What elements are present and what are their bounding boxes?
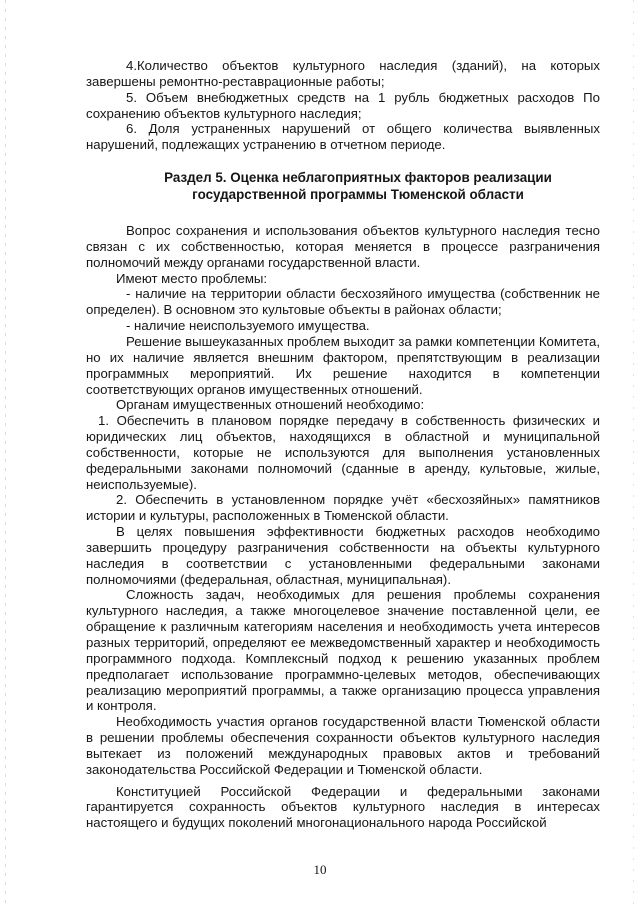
list-item-necessity-1: 1. Обеспечить в плановом порядке передачу в собственность физических и юридических лиц объектов, находящихся в областной и муниципальной собственности, которые не используются для выполнения установленных федеральными законами полномочий (сданные в аренду, культовые, жилые, неиспользуемые). <box>86 413 600 492</box>
section-heading-line1: Раздел 5. Оценка неблагоприятных факторов реализации <box>164 170 552 186</box>
document-page <box>86 58 600 831</box>
list-item-problem-1: - наличие на территории области бесхозяйного имущества (собственник не определен). В основном это культовые объекты в районах области; <box>86 286 600 318</box>
paragraph-solution: Решение вышеуказанных проблем выходит за рамки компетенции Комитета, но их наличие является внешним фактором, препятствующим в реализации программных мероприятий. Их решение находится в компетенции соответствующих органов имущественных отношений. <box>86 333 600 397</box>
scan-edge-left <box>5 0 6 905</box>
paragraph-indicator-5: 5. Объем внебюджетных средств на 1 рубль бюджетных расходов По сохранению объектов культурного наследия; <box>86 89 600 121</box>
scan-edge-right <box>633 0 634 905</box>
paragraph-efficiency: В целях повышения эффективности бюджетных расходов необходимо завершить процедуру разграничения собственности на объекты культурного наследия в соответствии с установленными федеральными законами полномочиями (федеральная, областная, муниципальная). <box>86 524 600 587</box>
paragraph-problems-header: Имеют место проблемы: <box>116 270 268 286</box>
paragraph-participation: Необходимость участия органов государственной власти Тюменской области в решении проблемы обеспечения сохранности объектов культурного наследия вытекает из положений международных правовых актов и требований законодательства Российской Федерации и Тюменской области. <box>86 714 600 777</box>
list-item-necessity-2: 2. Обеспечить в установленном порядке учёт «бесхозяйных» памятников истории и культуры, расположенных в Тюменской области. <box>86 492 600 524</box>
list-item-problem-2: - наличие неиспользуемого имущества. <box>126 318 370 334</box>
paragraph-constitution: Конституцией Российской Федерации и федеральными законами гарантируется сохранность объектов культурного наследия в интересах настоящего и будущих поколений многонационального народа Российской <box>86 783 600 831</box>
paragraph-intro: Вопрос сохранения и использования объектов культурного наследия тесно связан с их собственностью, которая меняется в процессе разграничения полномочий между органами государственной власти. <box>86 223 600 270</box>
section-heading <box>116 169 600 203</box>
page-number: 10 <box>313 862 327 877</box>
section-heading-line2: государственной программы Тюменской области <box>192 187 524 203</box>
paragraph-indicator-4: 4.Количество объектов культурного наследия (зданий), на которых завершены ремонтно-реставрационные работы; <box>86 58 600 89</box>
paragraph-indicator-6: 6. Доля устраненных нарушений от общего количества выявленных нарушений, подлежащих устранению в отчетном периоде. <box>86 121 600 153</box>
paragraph-complexity: Сложность задач, необходимых для решения проблемы сохранения культурного наследия, а также многоцелевое значение поставленной цели, ее обращение к различным категориям населения и необходимость учета интересов разных территорий, определяют ее межведомственный характер и необходимость программного подхода. Комплексный подход к решению указанных проблем предполагает использование программно-целевых методов, обеспечивающих реализацию мероприятий программы, а также организацию процесса управления и контроля. <box>86 587 600 714</box>
paragraph-necessity-header: Органам имущественных отношений необходимо: <box>116 397 425 413</box>
